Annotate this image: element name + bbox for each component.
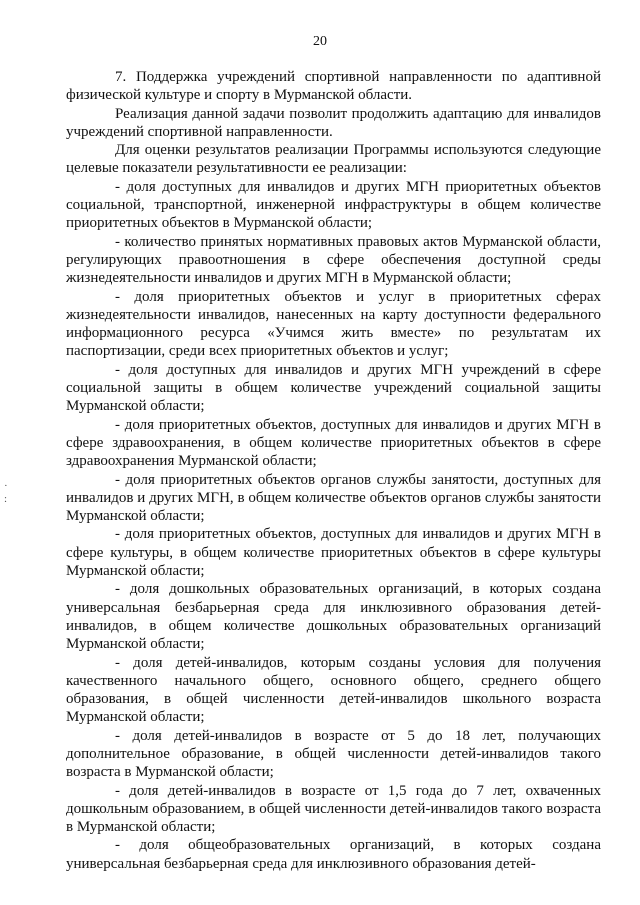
document-body — [66, 68, 601, 873]
page-number: 20 — [313, 34, 327, 49]
list-item: - доля доступных для инвалидов и других МГН приоритетных объектов социальной, транспортной, инженерной инфраструктуры в общем количестве приоритетных объектов в Мурманской области; — [66, 178, 601, 232]
list-item: - доля детей-инвалидов в возрасте от 1,5 года до 7 лет, охваченных дошкольным образованием, в общей численности детей-инвалидов такого возраста в Мурманской области; — [66, 782, 601, 836]
list-item: - доля доступных для инвалидов и других МГН учреждений в сфере социальной защиты в общем количестве учреждений социальной защиты Мурманской области; — [66, 361, 601, 415]
section-heading-paragraph: 7. Поддержка учреждений спортивной направленности по адаптивной физической культуре и спорту в Мурманской области. — [66, 69, 601, 104]
list-item: - доля приоритетных объектов и услуг в приоритетных сферах жизнедеятельности инвалидов, нанесенных на карту доступности федерального информационного ресурса «Учимся жить вместе» по результатам их паспортизации, среди всех приоритетных объектов и услуг; — [66, 288, 601, 360]
paragraph: Для оценки результатов реализации Программы используются следующие целевые показатели результативности ее реализации: — [66, 142, 601, 177]
list-item: - доля детей-инвалидов, которым созданы условия для получения качественного начального общего, основного общего, среднего общего образования, в общей численности детей-инвалидов школьного возраста Мурманской области; — [66, 654, 601, 726]
margin-mark: : — [4, 493, 8, 505]
margin-mark: · — [4, 480, 8, 492]
list-item: - доля дошкольных образовательных организаций, в которых создана универсальная безбарьерная среда для инклюзивного образования детей-инвалидов, в общем количестве дошкольных образовательных организаций Мурманской области; — [66, 581, 601, 653]
list-item: - доля детей-инвалидов в возрасте от 5 до 18 лет, получающих дополнительное образование, в общей численности детей-инвалидов такого возраста в Мурманской области; — [66, 727, 601, 781]
list-item: - количество принятых нормативных правовых актов Мурманской области, регулирующих правоотношения в сфере обеспечения доступной среды жизнедеятельности инвалидов и других МГН в Мурманской области; — [66, 233, 601, 287]
list-item: - доля приоритетных объектов, доступных для инвалидов и других МГН в сфере здравоохранения, в общем количестве приоритетных объектов в сфере здравоохранения Мурманской области; — [66, 416, 601, 470]
paragraph: Реализация данной задачи позволит продолжить адаптацию для инвалидов учреждений спортивной направленности. — [66, 105, 601, 140]
list-item: - доля приоритетных объектов органов службы занятости, доступных для инвалидов и других МГН, в общем количестве объектов органов службы занятости Мурманской области; — [66, 471, 601, 525]
list-item: - доля общеобразовательных организаций, в которых создана универсальная безбарьерная среда для инклюзивного образования детей- — [66, 837, 601, 872]
list-item: - доля приоритетных объектов, доступных для инвалидов и других МГН в сфере культуры, в общем количестве приоритетных объектов в сфере культуры Мурманской области; — [66, 526, 601, 580]
